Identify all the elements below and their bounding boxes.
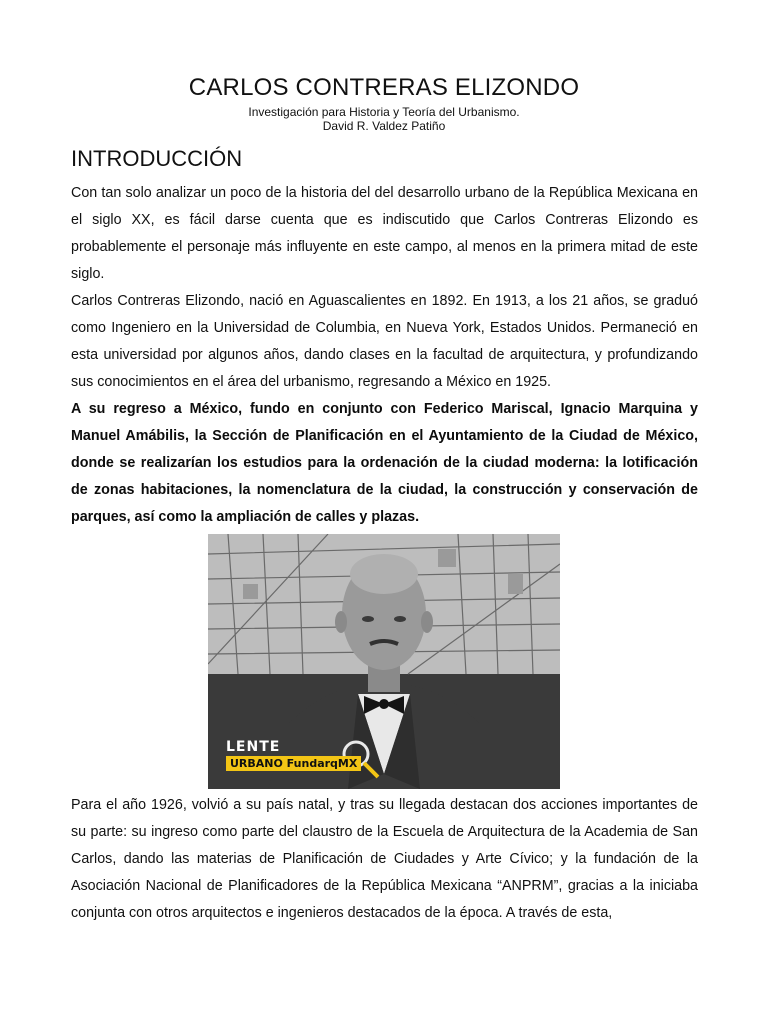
paragraph: A su regreso a México, fundo en conjunto con Federico Mariscal, Ignacio Marquina y Manuel Amábilis, la Sección de Planificación en el Ayuntamiento de la Ciudad de México, donde se realizarían los estudios para la ordenación de la ciudad moderna: la lotificación de zonas habitaciones, la nomenclatura de la ciudad, la construcción y conservación de parques, así como la ampliación de calles y plazas. [71,401,698,525]
document-author: David R. Valdez Patiño [322,119,446,133]
intro-text [71,180,698,531]
logo-text-top: LENTE [226,739,281,755]
logo-text-bottom: URBANO FundarqMX [226,756,361,771]
paragraph: Para el año 1926, volvió a su país natal, y tras su llegada destacan dos acciones importantes de su parte: su ingreso como parte del claustro de la Escuela de Arquitectura de la Academia de San Carlos, dando las materias de Planificación de Ciudades y Arte Cívico; y la fundación de la Asociación Nacional de Planificadores de la República Mexicana “ANPRM”, gracias a la iniciaba conjunta con otros arquitectos e ingenieros destacados de la época. A través de esta, [71,797,698,921]
section-heading: INTRODUCCIÓN [71,146,243,171]
lente-urbano-logo [226,741,361,772]
paragraph: Carlos Contreras Elizondo, nació en Aguascalientes en 1892. En 1913, a los 21 años, se graduó como Ingeniero en la Universidad de Columbia, en Nueva York, Estados Unidos. Permaneció en esta universidad por algunos años, dando clases en la facultad de arquitectura, y profundizando sus conocimientos en el área del urbanismo, regresando a México en 1925. [71,293,698,390]
document-subtitle: Investigación para Historia y Teoría del Urbanismo. [248,105,520,119]
continuation-text [71,792,698,927]
portrait-photo [208,534,560,789]
paragraph: Con tan solo analizar un poco de la historia del del desarrollo urbano de la República Mexicana en el siglo XX, es fácil darse cuenta que es indiscutido que Carlos Contreras Elizondo es probablemente el personaje más influyente en este campo, al menos en la primera mitad de este siglo. [71,185,698,282]
document-title: CARLOS CONTRERAS ELIZONDO [188,74,580,101]
